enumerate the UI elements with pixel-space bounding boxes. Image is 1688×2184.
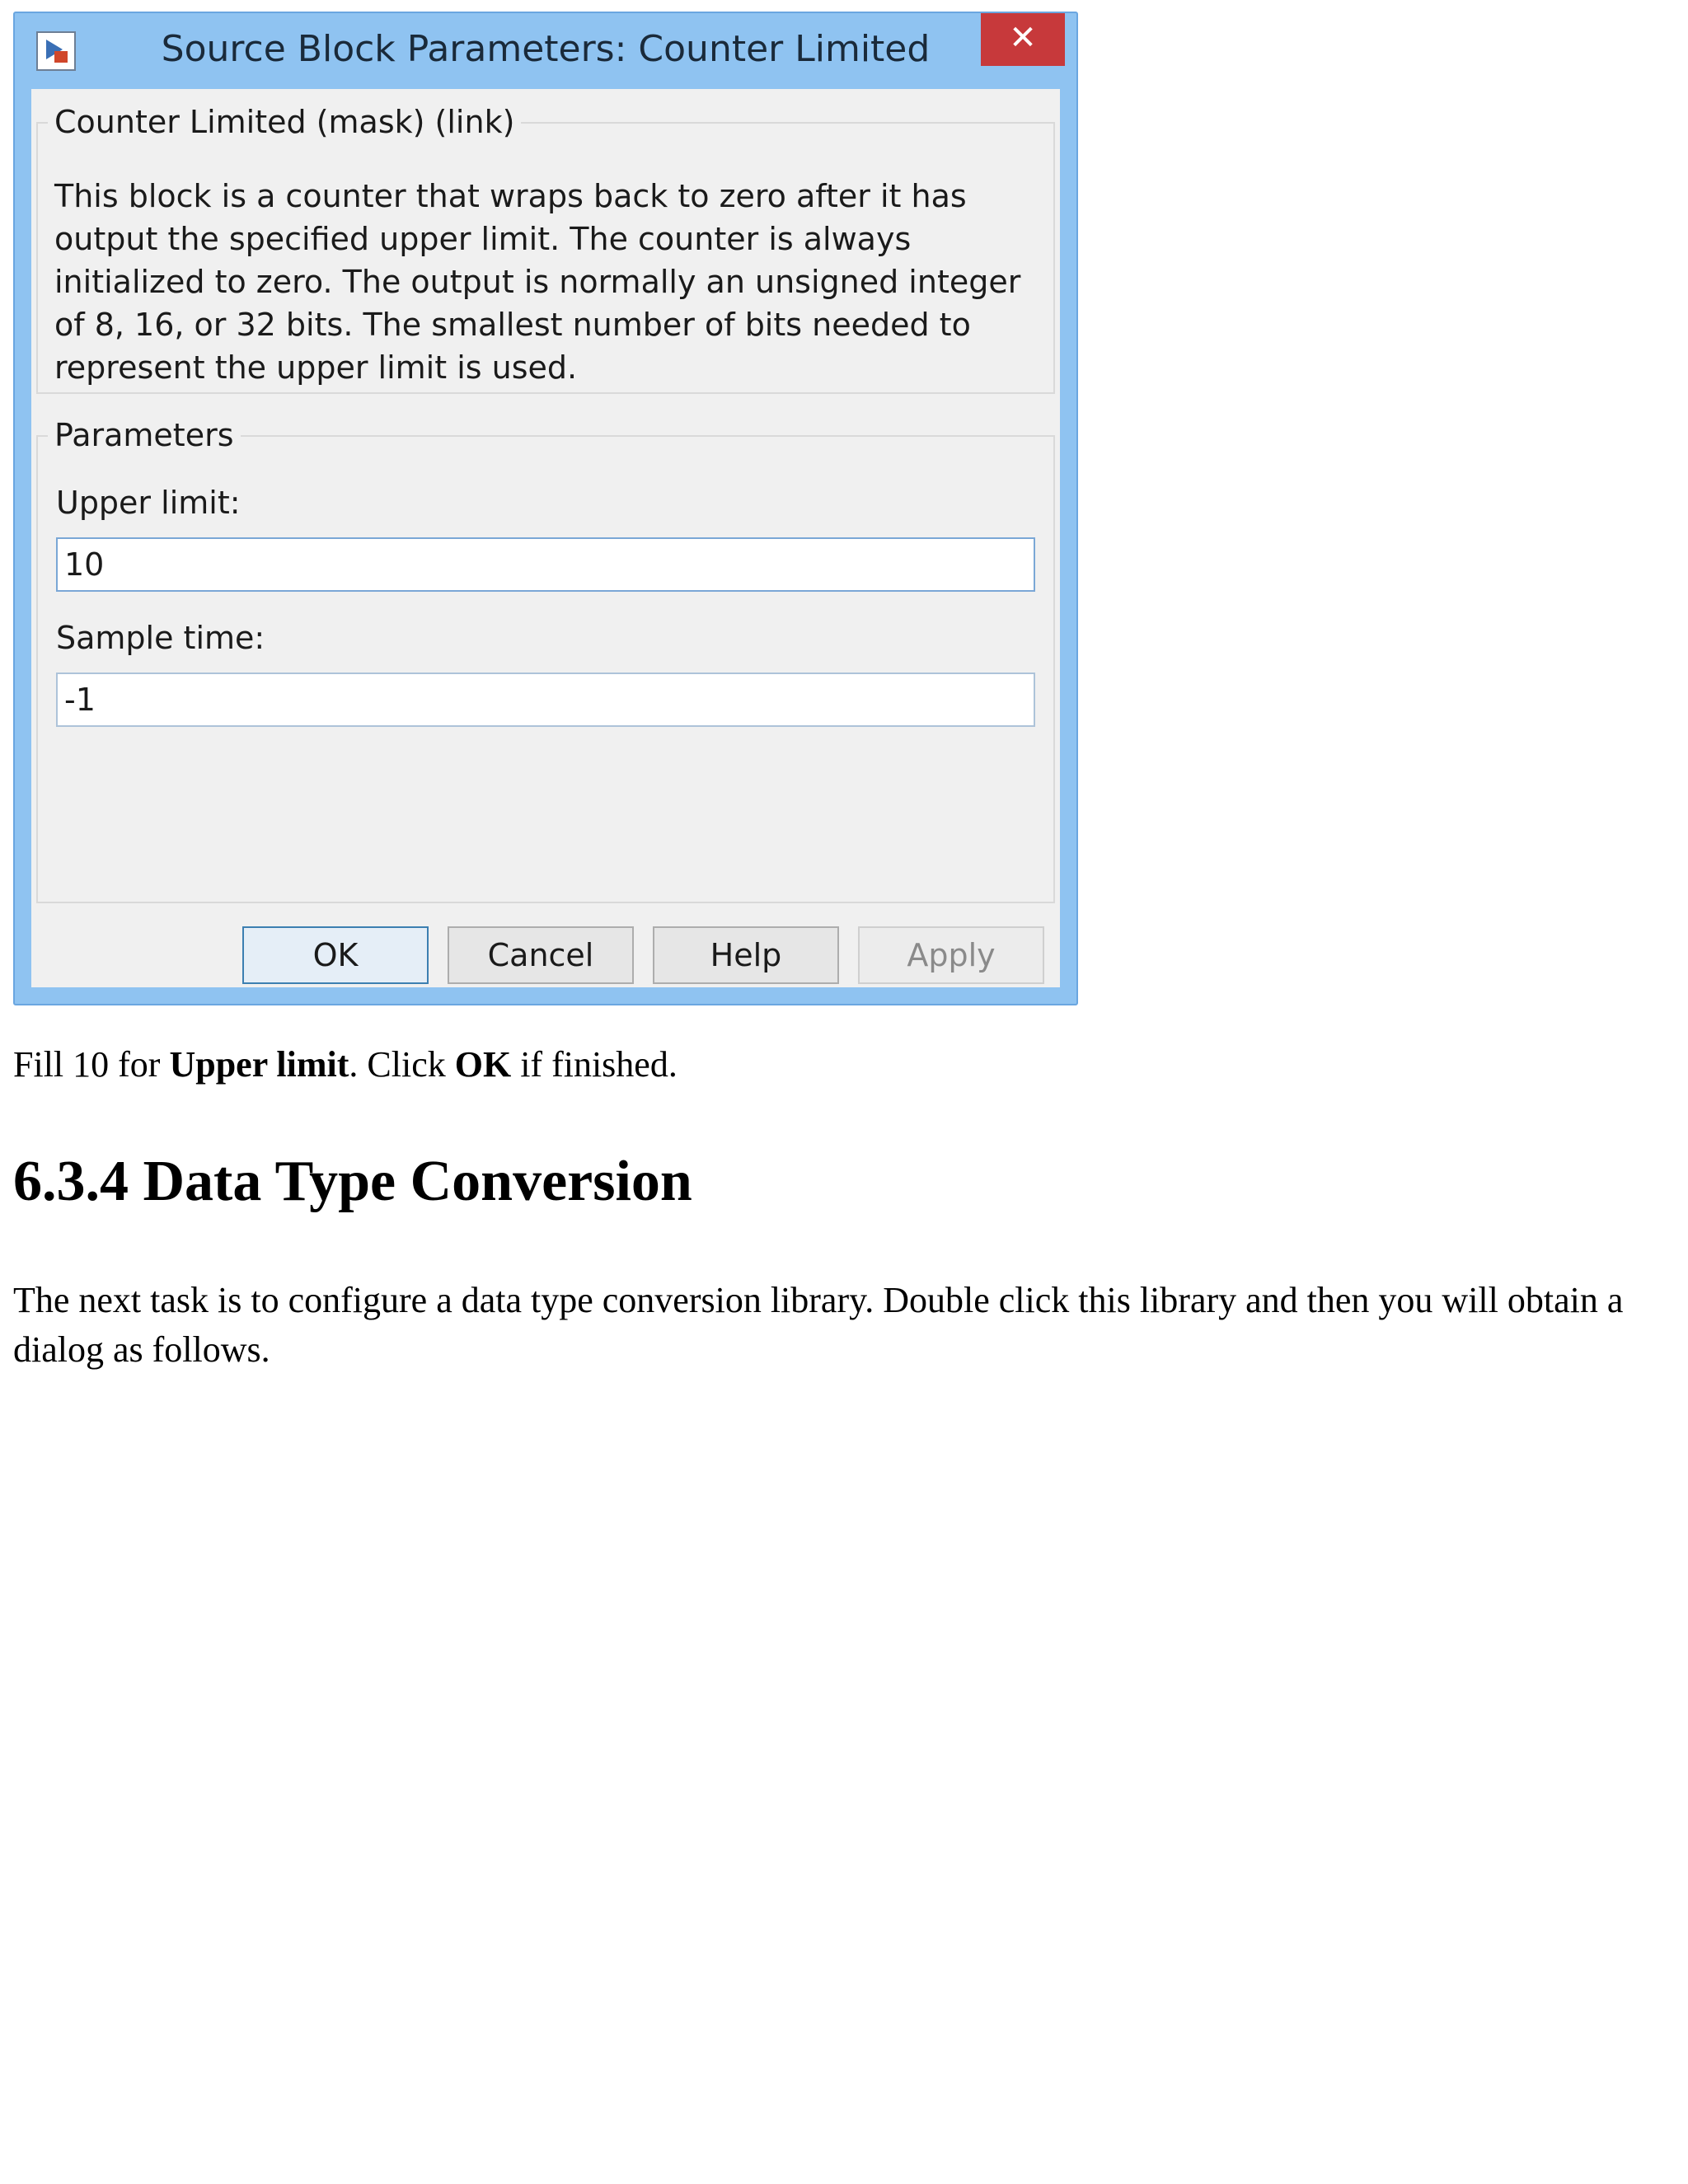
instruction-bold-upper-limit: Upper limit bbox=[169, 1044, 349, 1085]
parameters-group-title: Parameters bbox=[48, 417, 241, 453]
dialog-client-area bbox=[31, 89, 1060, 987]
apply-button[interactable]: Apply bbox=[858, 926, 1044, 984]
close-button[interactable] bbox=[981, 13, 1065, 66]
simulink-block-icon bbox=[36, 31, 76, 71]
instruction-part-1: Fill 10 for bbox=[13, 1044, 170, 1085]
section-heading: 6.3.4 Data Type Conversion bbox=[13, 1150, 692, 1213]
title-bar[interactable] bbox=[15, 13, 1076, 89]
description-group bbox=[36, 104, 1055, 394]
upper-limit-label: Upper limit: bbox=[56, 485, 241, 521]
cancel-button[interactable]: Cancel bbox=[448, 926, 634, 984]
block-description: This block is a counter that wraps back to zero after it has output the specified upper limit. The counter is always initialized to zero. The output is normally an unsigned integer of 8, 16, or 32 bits. The smallest number of bits needed to represent the upper limit is used. bbox=[54, 178, 1021, 386]
instruction-bold-ok: OK bbox=[454, 1044, 512, 1085]
close-icon: ✕ bbox=[1009, 19, 1037, 57]
window-title: Source Block Parameters: Counter Limited bbox=[161, 28, 931, 70]
body-paragraph: The next task is to configure a data type conversion library. Double click this library and then you will obtain a dialog as follows. bbox=[13, 1280, 1624, 1370]
parameters-group bbox=[36, 417, 1055, 903]
sample-time-input[interactable] bbox=[56, 673, 1035, 727]
ok-button[interactable]: OK bbox=[242, 926, 429, 984]
help-button[interactable]: Help bbox=[653, 926, 839, 984]
instruction-text bbox=[13, 1042, 678, 1088]
description-group-title: Counter Limited (mask) (link) bbox=[48, 104, 521, 140]
upper-limit-input[interactable] bbox=[56, 537, 1035, 592]
instruction-part-2: . Click bbox=[349, 1044, 455, 1085]
dialog-window bbox=[13, 12, 1078, 1005]
instruction-part-3: if finished. bbox=[511, 1044, 678, 1085]
sample-time-label: Sample time: bbox=[56, 620, 265, 656]
